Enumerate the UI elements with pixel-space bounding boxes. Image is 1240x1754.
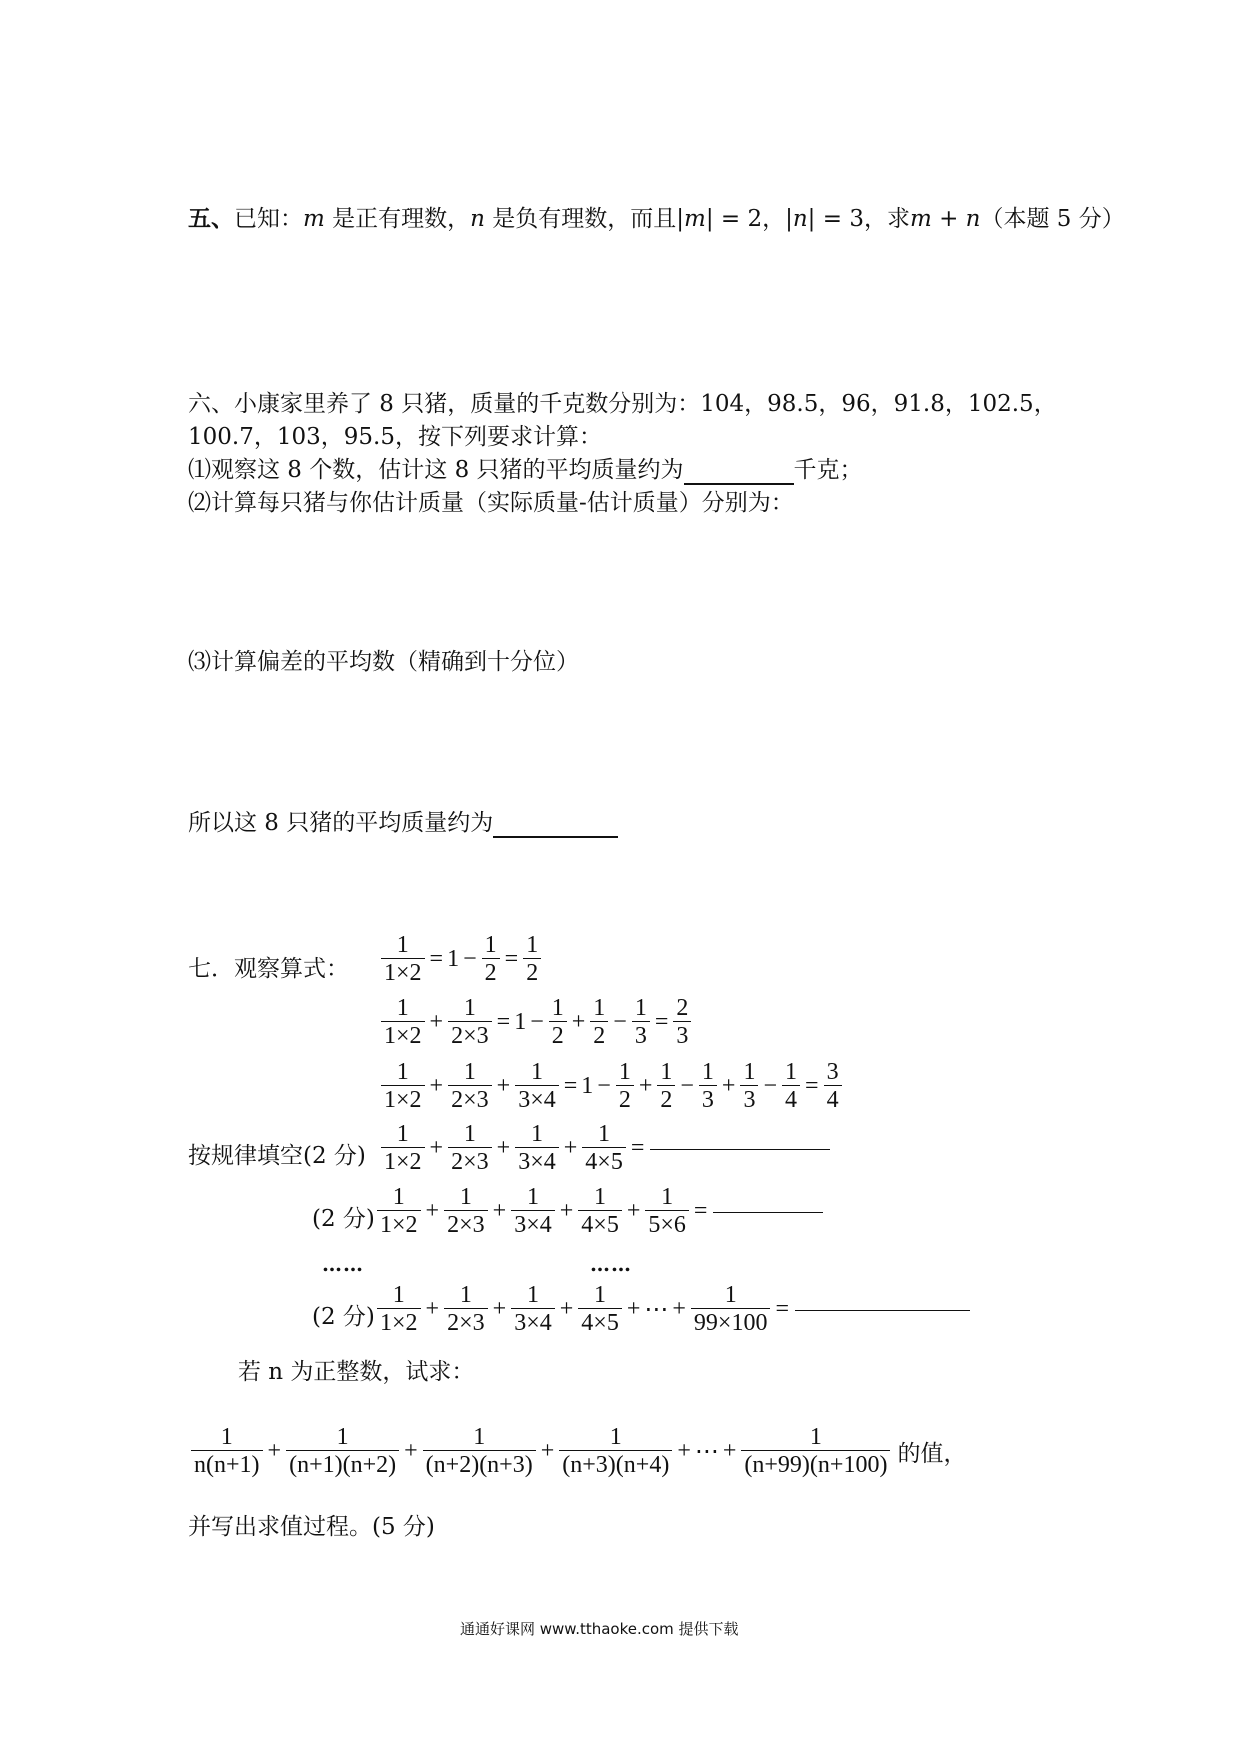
math-operator: + — [425, 1296, 440, 1322]
math-operator: ⋯ — [694, 1439, 719, 1465]
math-operator: + — [429, 1073, 444, 1099]
q6-part1-text: ⑴观察这 8 个数，估计这 8 只猪的平均质量约为 — [188, 457, 684, 483]
q5-abs-m: |m| — [676, 206, 714, 232]
fraction-numerator: 1 — [530, 1121, 543, 1147]
page-footer: 通通好课网 www.tthaoke.com 提供下载 — [460, 1620, 739, 1638]
answer-blank[interactable] — [713, 1211, 823, 1213]
fraction-numerator: 1 — [392, 1282, 405, 1308]
q7-score-b: (2 分) — [312, 1304, 375, 1330]
fraction-denominator: (n+2)(n+3) — [423, 1450, 536, 1479]
q5-abs-n: |n| — [785, 206, 816, 232]
fraction-term — [740, 1059, 758, 1114]
fraction-term — [582, 1121, 626, 1176]
fraction-term-last — [691, 1282, 771, 1337]
q5-line — [188, 200, 1125, 233]
math-operator: + — [267, 1438, 282, 1464]
q7-closing: 并写出求值过程。(5 分) — [188, 1514, 435, 1540]
fraction-denominator: 4 — [824, 1085, 842, 1114]
fraction-denominator: 2×3 — [444, 1210, 488, 1239]
fraction-term — [590, 995, 608, 1050]
fraction-numerator: 1 — [598, 1121, 611, 1147]
fraction-denominator: 3 — [673, 1021, 691, 1050]
fraction-term — [381, 1121, 425, 1176]
fraction-term — [549, 995, 567, 1050]
fraction-term — [515, 1121, 559, 1176]
fraction-denominator: 2×3 — [448, 1085, 492, 1114]
math-operator: + — [677, 1438, 691, 1464]
fraction-term — [645, 1184, 689, 1239]
q7-score-a: (2 分) — [312, 1206, 375, 1232]
q5-text-a: 已知： — [234, 206, 303, 232]
fraction-term — [559, 1424, 672, 1479]
fraction-numerator: 1 — [594, 1282, 607, 1308]
fraction-numerator: 1 — [785, 1059, 798, 1085]
math-operator: = — [775, 1296, 790, 1322]
answer-blank[interactable] — [650, 1148, 830, 1150]
fraction-numerator: 1 — [459, 1282, 472, 1308]
fraction-denominator: (n+99)(n+100) — [741, 1450, 890, 1479]
q7-row1 — [378, 932, 544, 987]
q5-text-c: 是负有理数，而且 — [484, 206, 677, 232]
fraction-denominator: 2 — [523, 958, 541, 987]
fraction-term — [782, 1059, 800, 1114]
q5-var-n: n — [470, 206, 485, 232]
fraction-numerator: 1 — [396, 1059, 409, 1085]
fraction-denominator: 1×2 — [381, 1021, 425, 1050]
q7-general-expression — [188, 1424, 966, 1479]
fraction-denominator: 2 — [657, 1085, 675, 1114]
math-operator: + — [496, 1073, 511, 1099]
math-operator: + — [540, 1438, 555, 1464]
fraction-term — [377, 1282, 421, 1337]
fraction-term — [632, 995, 650, 1050]
q7-row3 — [378, 1059, 845, 1114]
fraction-term — [673, 995, 691, 1050]
fraction-term — [515, 1059, 559, 1114]
fraction-numerator: 1 — [473, 1424, 486, 1450]
math-operator: + — [559, 1198, 574, 1224]
fraction-denominator: 1×2 — [381, 1147, 425, 1176]
fraction-denominator: (n+3)(n+4) — [559, 1450, 672, 1479]
fraction-term — [482, 932, 500, 987]
fraction-term-last — [741, 1424, 890, 1479]
math-operator: 1 — [514, 1009, 527, 1035]
q6-part2: ⑵计算每只猪与你估计质量（实际质量-估计质量）分别为： — [188, 490, 794, 516]
fraction-numerator: 1 — [463, 1059, 476, 1085]
answer-blank[interactable] — [795, 1309, 970, 1311]
fraction-numerator: 1 — [593, 995, 606, 1021]
q7-row4 — [378, 1121, 830, 1176]
math-operator: + — [492, 1198, 507, 1224]
fraction-numerator: 1 — [336, 1424, 349, 1450]
fraction-term — [444, 1282, 488, 1337]
q7-dots-left: …… — [322, 1252, 364, 1276]
fraction-numerator: 1 — [701, 1059, 714, 1085]
math-operator: + — [496, 1135, 511, 1161]
math-operator: − — [763, 1073, 778, 1099]
fraction-term — [657, 1059, 675, 1114]
q7-title: 七．观察算式： — [188, 956, 349, 982]
math-operator: + — [721, 1073, 736, 1099]
fraction-denominator: 4 — [782, 1085, 800, 1114]
q5-number: 五、 — [188, 205, 234, 232]
fraction-term — [381, 1059, 425, 1114]
fraction-denominator: 3×4 — [511, 1210, 555, 1239]
q7-row5 — [374, 1184, 823, 1239]
fraction-term — [448, 995, 492, 1050]
fraction-denominator: 3 — [699, 1085, 717, 1114]
fraction-term — [699, 1059, 717, 1114]
fraction-numerator: 3 — [826, 1059, 839, 1085]
fraction-numerator: 1 — [396, 995, 409, 1021]
fraction-denominator: n(n+1) — [191, 1450, 263, 1479]
fraction-denominator: 3×4 — [515, 1147, 559, 1176]
math-operator: + — [429, 1135, 444, 1161]
fraction-numerator: 1 — [220, 1424, 233, 1450]
q7-sub-prompt: 若 n 为正整数，试求： — [238, 1359, 475, 1385]
math-operator: = — [805, 1073, 819, 1099]
math-operator: − — [463, 946, 477, 972]
math-operator: + — [404, 1438, 418, 1464]
q6-part1 — [188, 451, 863, 485]
q6-line2: 100.7，103，95.5，按下列要求计算： — [188, 424, 602, 450]
fraction-denominator: (n+1)(n+2) — [286, 1450, 399, 1479]
fraction-term — [616, 1059, 634, 1114]
fraction-denominator: 2×3 — [448, 1147, 492, 1176]
fraction-denominator: 2 — [549, 1021, 567, 1050]
fraction-denominator: 4×5 — [578, 1308, 622, 1337]
fraction-term — [578, 1184, 622, 1239]
math-operator: + — [672, 1296, 686, 1322]
math-operator: = — [654, 1009, 669, 1035]
q7-dots-right: …… — [590, 1252, 632, 1276]
fraction-denominator: 3×4 — [515, 1085, 559, 1114]
fraction-denominator: 99×100 — [691, 1308, 771, 1337]
math-operator: + — [559, 1296, 574, 1322]
q6-part1-answer-blank[interactable] — [684, 457, 794, 485]
math-operator: + — [563, 1135, 578, 1161]
fraction-term — [381, 932, 425, 987]
fraction-numerator: 1 — [660, 1059, 673, 1085]
fraction-denominator: 1×2 — [381, 1085, 425, 1114]
fraction-numerator: 1 — [594, 1184, 607, 1210]
fraction-denominator: 3 — [632, 1021, 650, 1050]
q6-part1-unit: 千克； — [793, 457, 863, 483]
math-operator: 1 — [447, 946, 460, 972]
fraction-numerator: 1 — [392, 1184, 405, 1210]
q5-text-b: 是正有理数， — [324, 206, 471, 232]
math-operator: + — [429, 1009, 444, 1035]
math-operator: + — [626, 1198, 641, 1224]
fraction-numerator: 1 — [526, 932, 539, 958]
q5-expr: m + n — [909, 206, 981, 232]
fraction-term — [423, 1424, 536, 1479]
fraction-numerator: 1 — [609, 1424, 622, 1450]
fraction-denominator: 4×5 — [582, 1147, 626, 1176]
expression-suffix: 的值， — [897, 1441, 967, 1467]
fraction-term — [511, 1184, 555, 1239]
math-operator: = — [693, 1198, 708, 1224]
math-operator: + — [638, 1073, 653, 1099]
fraction-denominator: 3 — [740, 1085, 758, 1114]
math-operator: = — [504, 946, 519, 972]
math-operator: 1 — [581, 1073, 594, 1099]
fraction-term — [444, 1184, 488, 1239]
fraction-numerator: 1 — [526, 1282, 539, 1308]
math-operator: + — [425, 1198, 440, 1224]
fraction-denominator: 2 — [482, 958, 500, 987]
fraction-numerator: 1 — [396, 932, 409, 958]
fraction-denominator: 2×3 — [448, 1021, 492, 1050]
fraction-numerator: 1 — [459, 1184, 472, 1210]
fraction-denominator: 5×6 — [645, 1210, 689, 1239]
q6-conclusion — [188, 804, 618, 838]
fraction-denominator: 2 — [616, 1085, 634, 1114]
fraction-term — [523, 932, 541, 987]
fraction-denominator: 1×2 — [377, 1308, 421, 1337]
fraction-term — [448, 1059, 492, 1114]
q7-fill-label: 按规律填空(2 分) — [188, 1143, 366, 1169]
q5-eq2: = 2， — [713, 206, 786, 232]
math-operator: − — [680, 1073, 694, 1099]
fraction-numerator: 1 — [634, 995, 647, 1021]
math-operator: − — [597, 1073, 611, 1099]
fraction-numerator: 1 — [484, 932, 497, 958]
fraction-term — [824, 1059, 842, 1114]
fraction-numerator: 1 — [463, 995, 476, 1021]
q7-row6 — [374, 1282, 970, 1337]
fraction-denominator: 1×2 — [381, 958, 425, 987]
q7-row2 — [378, 995, 694, 1050]
fraction-term — [511, 1282, 555, 1337]
fraction-denominator: 3×4 — [511, 1308, 555, 1337]
fraction-numerator: 1 — [463, 1121, 476, 1147]
fraction-denominator: 2×3 — [444, 1308, 488, 1337]
math-operator: + — [626, 1296, 641, 1322]
fraction-numerator: 1 — [743, 1059, 756, 1085]
math-operator: − — [613, 1009, 627, 1035]
fraction-numerator: 1 — [396, 1121, 409, 1147]
fraction-term — [448, 1121, 492, 1176]
fraction-numerator: 1 — [661, 1184, 674, 1210]
math-operator: = — [429, 946, 444, 972]
fraction-denominator: 2 — [590, 1021, 608, 1050]
q5-eq3: = 3，求 — [815, 206, 910, 232]
fraction-term — [377, 1184, 421, 1239]
q6-conclusion-text: 所以这 8 只猪的平均质量约为 — [188, 810, 494, 836]
fraction-term — [191, 1424, 263, 1479]
fraction-numerator: 1 — [618, 1059, 631, 1085]
math-operator: ⋯ — [644, 1297, 669, 1323]
math-operator: + — [722, 1438, 737, 1464]
q5-score: （本题 5 分） — [980, 206, 1125, 232]
math-operator: = — [630, 1135, 645, 1161]
fraction-numerator: 1 — [530, 1059, 543, 1085]
math-operator: + — [492, 1296, 507, 1322]
math-operator: = — [496, 1009, 511, 1035]
math-operator: − — [530, 1009, 544, 1035]
fraction-numerator: 1 — [809, 1424, 822, 1450]
fraction-term — [381, 995, 425, 1050]
fraction-numerator: 2 — [676, 995, 689, 1021]
fraction-numerator: 1 — [724, 1282, 737, 1308]
fraction-term — [578, 1282, 622, 1337]
fraction-numerator: 1 — [526, 1184, 539, 1210]
fraction-numerator: 1 — [551, 995, 564, 1021]
fraction-term — [286, 1424, 399, 1479]
q6-conclusion-answer-blank[interactable] — [493, 810, 618, 838]
q6-part3: ⑶计算偏差的平均数（精确到十分位） — [188, 649, 579, 675]
q6-line1: 六、小康家里养了 8 只猪，质量的千克数分别为：104，98.5，96，91.8，102.5， — [188, 391, 1057, 417]
q5-var-m: m — [303, 206, 325, 232]
math-operator: = — [563, 1073, 578, 1099]
fraction-denominator: 4×5 — [578, 1210, 622, 1239]
math-operator: + — [571, 1009, 586, 1035]
fraction-denominator: 1×2 — [377, 1210, 421, 1239]
